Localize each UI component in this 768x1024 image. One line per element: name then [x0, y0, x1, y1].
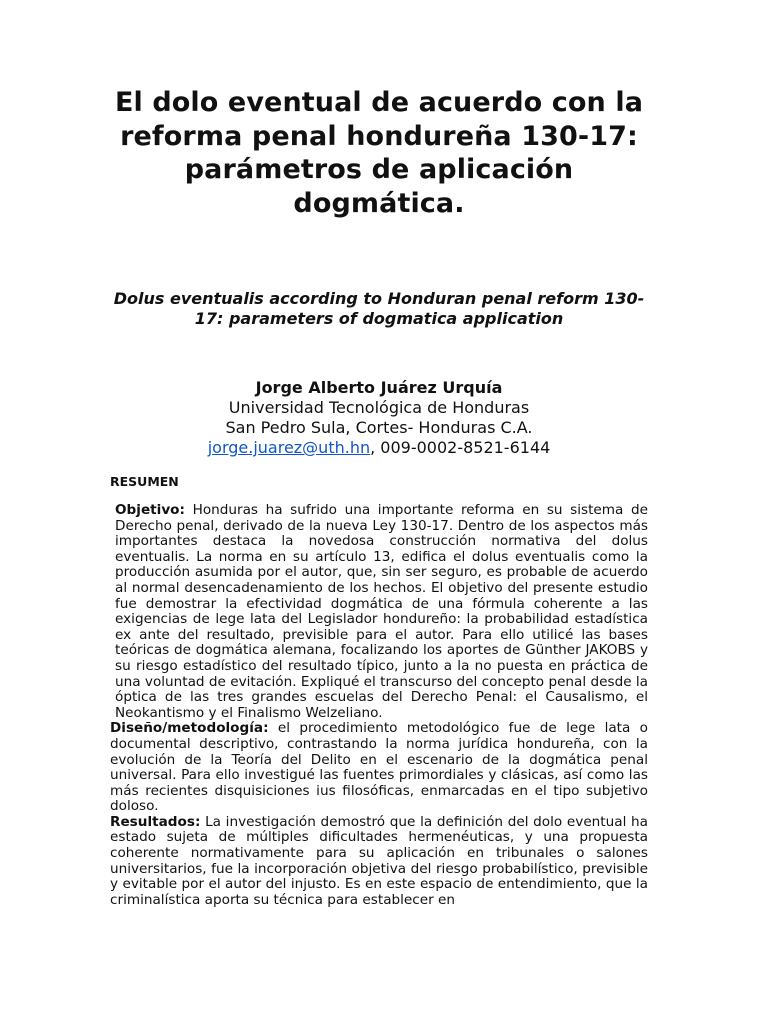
author-phone: , 009-0002-8521-6144: [370, 438, 551, 457]
author-location: San Pedro Sula, Cortes- Honduras C.A.: [225, 418, 533, 437]
section-label: Diseño/metodología:: [110, 720, 269, 737]
author-contact: [100, 438, 658, 458]
author-email-link[interactable]: jorge.juarez@uth.hn: [207, 438, 371, 457]
abstract-paragraph-objetivo: [110, 503, 648, 721]
section-text: el procedimiento metodológico fue de lege lata o documental descriptivo, contrastando la norma jurídica hondureña, con la evolución de la Teoría del Delito en el escenario de la dogmática penal universal. Para ello investigué las fuentes primordiales y clásicas, así como las más recientes disquisiciones ius filosóficas, enmarcadas en el tipo subjetivo doloso.: [110, 720, 648, 815]
section-label: Resultados:: [110, 813, 201, 830]
paper-subtitle-english: Dolus eventualis according to Honduran penal reform 130-17: parameters of dogmatica application: [113, 289, 645, 328]
section-text: La investigación demostró que la definición del dolo eventual ha estado sujeta de múltiples dificultades hermenéuticas, y una propuesta coherente normativamente para su aplicación en tribunales o salones universitarios, fue la incorporación objetiva del riesgo probabilístico, previsible y evitable por el autor del injusto. Es en este espacio de entendimiento, que la criminalística aporta su técnica para establecer en: [110, 813, 648, 908]
section-text: Honduras ha sufrido una importante reforma en su sistema de Derecho penal, derivado de la nueva Ley 130-17. Dentro de los aspectos más importantes destaca la novedosa construcción normativa del dolus eventualis. La norma en su artículo 13, edifica el dolus eventualis como la producción asumida por el autor, que, sin ser seguro, es probable de acuerdo al normal desencadenamiento de los hechos. El objetivo del presente estudio fue demostrar la efectividad dogmática de una fórmula coherente a las exigencias de lege lata del Legislador hondureño: la probabilidad estadística ex ante del resultado, previsible para el autor. Para ello utilicé las bases teóricas de dogmática alemana, focalizando los aportes de Günther JAKOBS y su riesgo estadístico del resultado típico, junto a la no puesta en práctica de una voluntad de evitación. Expliqué el transcurso del concepto penal desde la óptica de las tres grandes escuelas del Derecho Penal: el Causalismo, el Neokantismo y el Finalismo Welzeliano.: [115, 502, 648, 721]
author-name: Jorge Alberto Juárez Urquía: [255, 378, 503, 397]
paper-title: El dolo eventual de acuerdo con la reforma penal hondureña 130-17: parámetros de aplicación dogmática.: [114, 87, 644, 219]
author-block: [100, 378, 658, 458]
abstract-body: [110, 503, 648, 908]
section-label: Objetivo:: [115, 502, 185, 518]
author-affiliation: Universidad Tecnológica de Honduras: [228, 398, 530, 417]
abstract-heading: RESUMEN: [110, 474, 179, 489]
abstract-paragraph-resultados: [110, 815, 648, 909]
abstract-paragraph-metodologia: [110, 721, 648, 815]
